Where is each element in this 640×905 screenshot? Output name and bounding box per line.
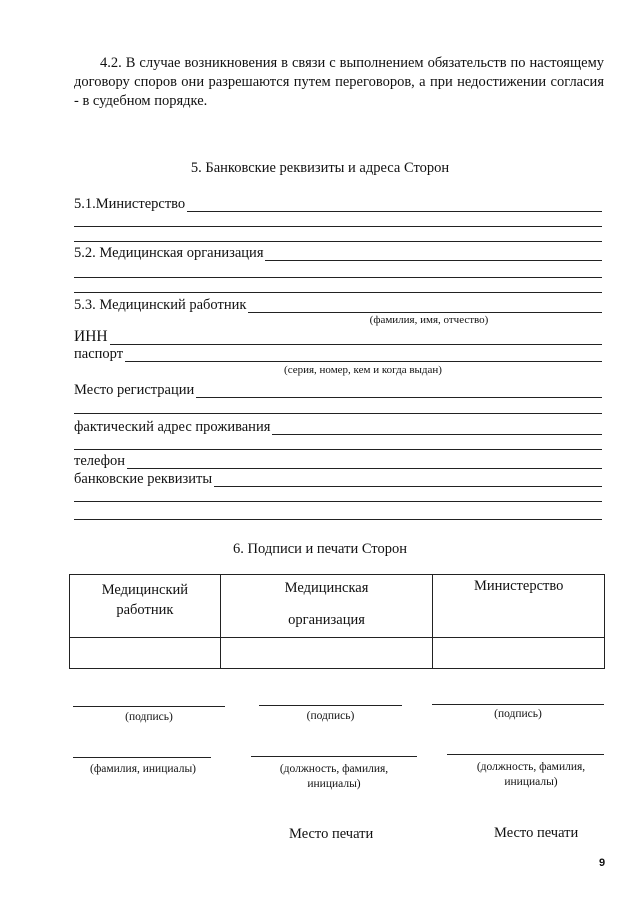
- signatures-table: [69, 574, 605, 669]
- inn-label: ИНН: [74, 328, 108, 345]
- header-med-worker-line-1: Медицинский: [101, 582, 189, 598]
- name-line-worker[interactable]: [73, 757, 211, 758]
- med-worker-field[interactable]: [248, 298, 602, 313]
- header-med-org-line-1: Медицинская: [284, 580, 369, 596]
- phone-field[interactable]: [127, 454, 602, 469]
- phone-row: [74, 451, 602, 469]
- bank-details-field-line-2[interactable]: [74, 501, 602, 502]
- med-worker-row: [74, 295, 602, 313]
- registration-row: [74, 380, 602, 398]
- name-caption-worker: (фамилия, инициалы): [89, 763, 197, 775]
- position-caption-ministry: (должность, фамилия, инициалы): [476, 761, 586, 788]
- phone-label: телефон: [74, 453, 126, 469]
- ministry-row: [74, 194, 602, 212]
- header-med-org-line-2: организация: [288, 612, 365, 628]
- registration-label: Место регистрации: [74, 382, 195, 398]
- med-org-field-line-3[interactable]: [74, 292, 602, 293]
- signature-line-ministry[interactable]: [432, 704, 604, 705]
- ministry-field-line-2[interactable]: [74, 226, 602, 227]
- signature-line-org[interactable]: [259, 705, 402, 706]
- seal-place-org: Место печати: [289, 826, 374, 842]
- signature-line-worker[interactable]: [73, 706, 225, 707]
- cell-med-org[interactable]: [220, 638, 433, 669]
- section-6-title: 6. Подписи и печати Сторон: [233, 541, 407, 557]
- page-number: 9: [599, 857, 606, 869]
- inn-row: [74, 327, 602, 345]
- passport-field[interactable]: [125, 347, 602, 362]
- inn-field[interactable]: [110, 330, 602, 345]
- cell-med-worker[interactable]: [70, 638, 221, 669]
- actual-address-row: [74, 417, 602, 435]
- seal-place-ministry: Место печати: [494, 825, 579, 841]
- registration-field[interactable]: [196, 383, 602, 398]
- ministry-field-line-3[interactable]: [74, 241, 602, 242]
- section-5-title: 5. Банковские реквизиты и адреса Сторон: [190, 160, 450, 176]
- name-hint: (фамилия, имя, отчество): [369, 314, 489, 326]
- bank-details-field-line-3[interactable]: [74, 519, 602, 520]
- passport-hint: (серия, номер, кем и когда выдан): [284, 364, 442, 376]
- med-org-field[interactable]: [265, 246, 602, 261]
- bank-details-label: банковские реквизиты: [74, 471, 213, 487]
- signature-caption-worker: (подпись): [125, 711, 173, 723]
- med-worker-label: 5.3. Медицинский работник: [74, 297, 247, 313]
- header-med-worker: [70, 575, 221, 638]
- header-med-worker-line-2: работник: [116, 602, 174, 618]
- ministry-label: 5.1.Министерство: [74, 196, 186, 212]
- med-org-field-line-2[interactable]: [74, 277, 602, 278]
- passport-label: паспорт: [74, 346, 124, 362]
- position-caption-org: (должность, фамилия, инициалы): [279, 763, 389, 790]
- name-line-ministry[interactable]: [447, 754, 604, 755]
- actual-address-field[interactable]: [272, 420, 602, 435]
- header-med-org: [220, 575, 433, 638]
- med-org-label: 5.2. Медицинская организация: [74, 245, 264, 261]
- med-org-row: [74, 243, 602, 261]
- bank-details-field[interactable]: [214, 472, 602, 487]
- actual-address-label: фактический адрес проживания: [74, 419, 271, 435]
- signature-caption-ministry: (подпись): [494, 708, 542, 720]
- actual-address-field-line-2[interactable]: [74, 449, 602, 450]
- clause-4-2: 4.2. В случае возникновения в связи с выполнением обязательств по настоящему договору споров они разрешаются путем переговоров, а при недостижении согласия - в судебном порядке.: [74, 55, 604, 109]
- passport-row: [74, 344, 602, 362]
- ministry-field[interactable]: [187, 197, 602, 212]
- signature-caption-org: (подпись): [306, 710, 355, 722]
- name-line-org[interactable]: [251, 756, 417, 757]
- registration-field-line-2[interactable]: [74, 413, 602, 414]
- bank-details-row: [74, 469, 602, 487]
- header-ministry: Министерство: [433, 575, 605, 638]
- cell-ministry[interactable]: [433, 638, 605, 669]
